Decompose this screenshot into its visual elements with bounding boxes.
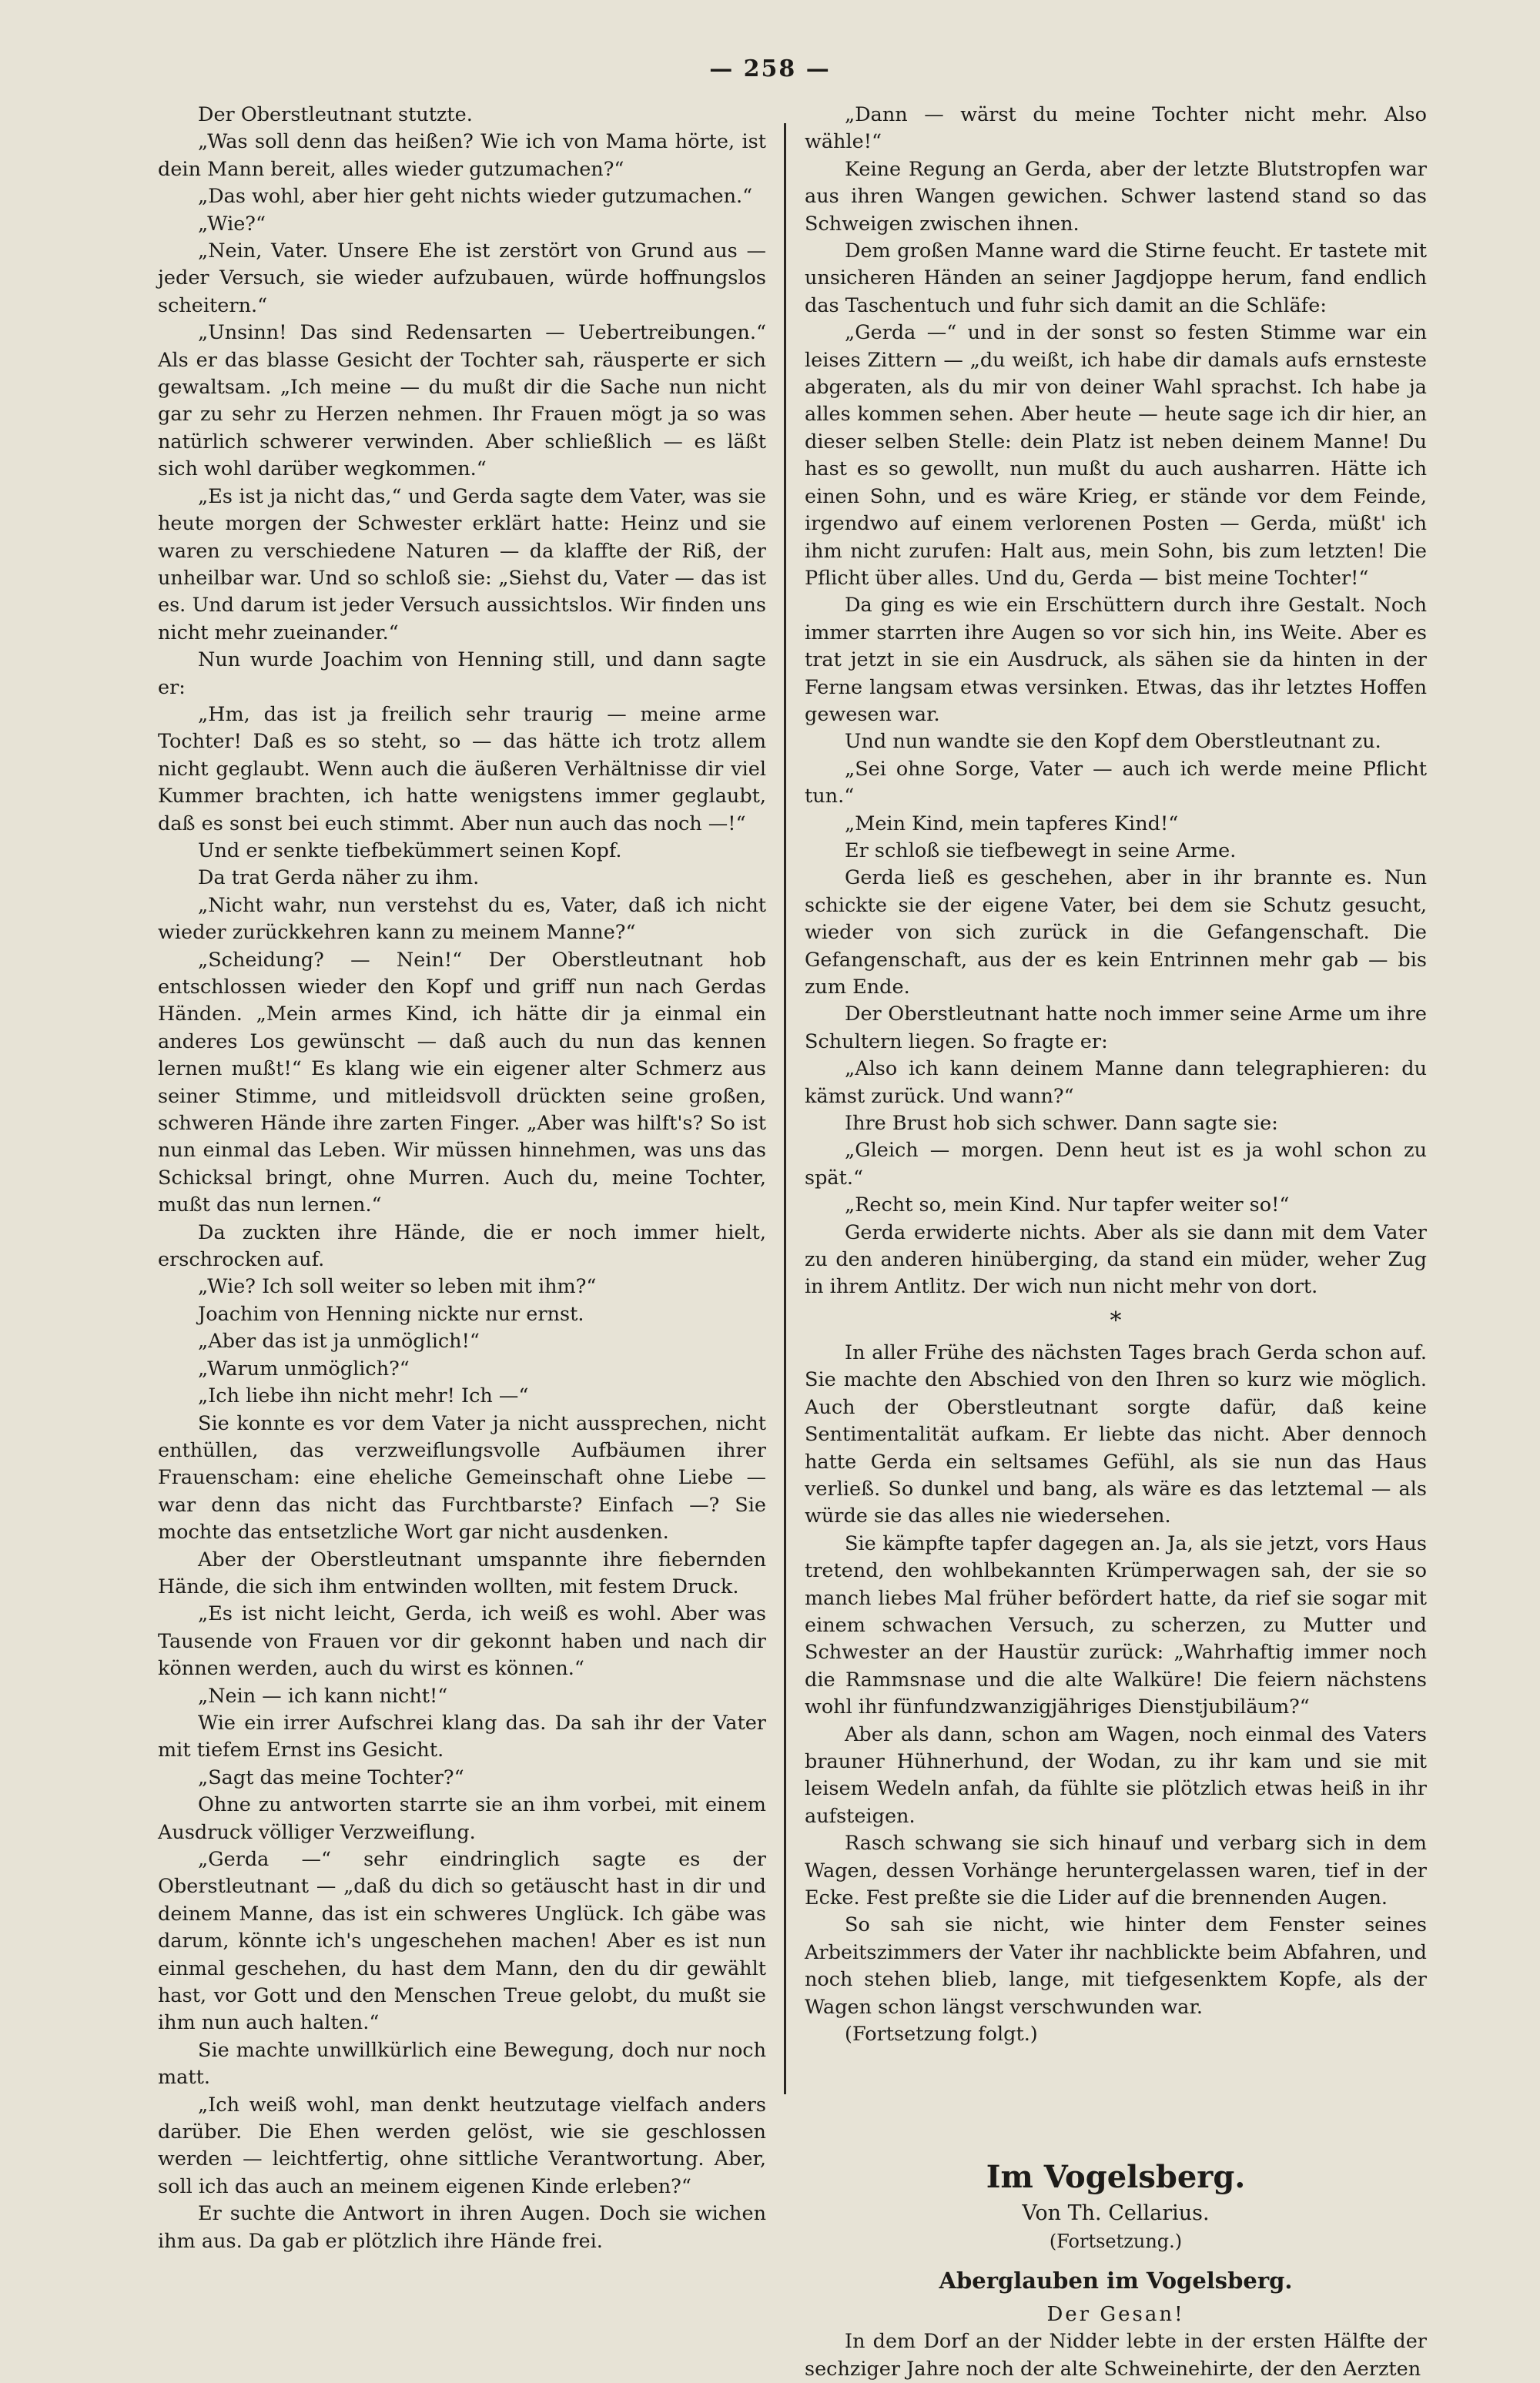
continued-note: (Fortsetzung folgt.) [845,2023,1038,2047]
paragraph: Keine Regung an Gerda, aber der letzte Blutstropfen war aus ihren Wangen gewichen. Schwer lastend stand so das Schweigen zwischen ihnen. [805,157,1427,236]
paragraph: Da trat Gerda näher zu ihm. [198,866,480,890]
paragraph: „Was soll denn das heißen? Wie ich von Mama hörte, ist dein Mann bereit, alles wieder gutzumachen?“ [158,130,766,181]
paragraph: Sie kämpfte tapfer dagegen an. Ja, als sie jetzt, vors Haus tretend, den wohlbekannten Krümperwagen sah, der sie so manch liebes Mal früher befördert hatte, da rief sie sogar mit einem schwachen Versuch, zu scherzen, zu Mutter und Schwester an der Haustür zurück: „Wahrhaftig immer noch die Rammsnase und die alte Walküre! Die feiern nächstens wohl ihr fünfundzwanzigjähriges Dienstjubiläum?“ [805,1531,1427,1719]
paragraph: „Aber das ist ja unmöglich!“ [198,1330,480,1354]
paragraph: „Gerda —“ sehr eindringlich sagte es der Oberstleutnant — „daß du dich so getäuscht hast in dir und deinem Manne, das ist ein schweres Unglück. Ich gäbe was darum, könnte ich's ungeschehen machen! Aber es ist nun einmal geschehen, du hast dem Mann, den du dir gewählt hast, vor Gott und den Menschen Treue gelobt, du mußt sie ihm nun auch halten.“ [158,1848,766,2035]
right-column [805,102,1427,2381]
paragraph: Rasch schwang sie sich hinauf und verbarg sich in dem Wagen, dessen Vorhänge heruntergelassen waren, tief in der Ecke. Fest preßte sie die Lider auf die brennenden Augen. [805,1832,1427,1909]
paragraph: „Mein Kind, mein tapferes Kind!“ [845,812,1179,835]
paragraph: Sie konnte es vor dem Vater ja nicht aussprechen, nicht enthüllen, das verzweiflungsvolle Aufbäumen ihrer Frauenscham: eine eheliche Gemeinschaft ohne Liebe — war denn das nicht das Furchtbarste? Einfach —? Sie mochte das entsetzliche Wort gar nicht ausdenken. [158,1411,766,1545]
section-separator: * [1110,1307,1122,1334]
paragraph: Der Oberstleutnant stutzte. [198,103,473,126]
article-title: Im Vogelsberg. [986,2159,1246,2196]
paragraph: Da ging es wie ein Erschüttern durch ihre Gestalt. Noch immer starrten ihre Augen so vor sich hin, ins Weite. Aber es trat jetzt in sie ein Ausdruck, als sähen sie da hinten in der Ferne langsam etwas versinken. Etwas, das ihr letztes Hoffen gewesen war. [805,594,1427,726]
paragraph: Und nun wandte sie den Kopf dem Oberstleutnant zu. [845,730,1381,754]
article-header [805,2156,1427,2328]
paragraph: „Sagt das meine Tochter?“ [198,1765,464,1789]
paragraph: „Wie?“ [198,212,266,236]
paragraph: Wie ein irrer Aufschrei klang das. Da sah ihr der Vater mit tiefem Ernst ins Gesicht. [158,1711,766,1762]
article-kicker: Der Gesan! [1046,2303,1185,2327]
paragraph: „Hm, das ist ja freilich sehr traurig — meine arme Tochter! Daß es so steht, so — das hätte ich trotz allem nicht geglaubt. Wenn auch die äußeren Verhältnisse dir viel Kummer brachten, ich hatte wenigstens immer geglaubt, daß es sonst bei euch stimmt. Aber nun auch das noch —!“ [158,702,766,835]
paragraph: Joachim von Henning nickte nur ernst. [198,1302,584,1326]
paragraph: Gerda ließ es geschehen, aber in ihr brannte es. Nun schickte sie der eigene Vater, bei dem sie Schutz gesucht, wieder von sich zurück in die Gefangenschaft. Die Gefangenschaft, aus der es kein Entrinnen mehr gab — bis zum Ende. [805,866,1427,999]
paragraph: „Dann — wärst du meine Tochter nicht mehr. Also wähle!“ [805,103,1427,154]
paragraph: „Nein, Vater. Unsere Ehe ist zerstört von Grund aus — jeder Versuch, sie wieder aufzubauen, würde hoffnungslos scheitern.“ [158,239,766,317]
paragraph: Aber als dann, schon am Wagen, noch einmal des Vaters brauner Hühnerhund, der Wodan, zu ihr kam und sie mit leisem Wedeln anfah, da fühlte sie plötzlich etwas heiß in ihr aufsteigen. [805,1722,1427,1828]
paragraph: In aller Frühe des nächsten Tages brach Gerda schon auf. Sie machte den Abschied von den Ihren so kurz wie möglich. Auch der Oberstleutnant sorgte dafür, daß keine Sentimentalität aufkam. Er liebte das nicht. Aber dennoch hatte Gerda ein seltsames Gefühl, als sie nun das Haus verließ. So dunkel und bang, als wäre es das letztemal — als würde sie das alles nie wiedersehen. [805,1340,1427,1528]
column-divider [784,123,786,2094]
paragraph: „Es ist ja nicht das,“ und Gerda sagte dem Vater, was sie heute morgen der Schwester erklärt hatte: Heinz und sie waren zu verschiedene Naturen — da klaffte der Riß, der unheilbar war. Und so schloß sie: „Siehst du, Vater — das ist es. Und darum ist jeder Versuch aussichtslos. Wir finden uns nicht mehr zueinander.“ [158,484,766,644]
paragraph: „Nein — ich kann nicht!“ [198,1684,448,1708]
paragraph: Ihre Brust hob sich schwer. Dann sagte sie: [845,1112,1278,1136]
paragraph: „Scheidung? — Nein!“ Der Oberstleutnant hob entschlossen wieder den Kopf und griff nun nach Gerdas Händen. „Mein armes Kind, ich hätte dir ja einmal ein anderes Los gewünscht — daß auch du nun das kennen lernen mußt!“ Es klang wie ein eigener alter Schmerz aus seiner Stimme, und mitleidsvoll drückten seine großen, schweren Hände ihre zarten Finger. „Aber was hilft's? So ist nun einmal das Leben. Wir müssen hinnehmen, was uns das Schicksal bringt, ohne Murren. Auch du, meine Tochter, mußt das nun lernen.“ [158,948,766,1217]
paragraph: „Unsinn! Das sind Redensarten — Uebertreibungen.“ Als er das blasse Gesicht der Tochter sah, räusperte er sich gewaltsam. „Ich meine — du mußt dir die Sache nun nicht gar zu sehr zu Herzen nehmen. Ihr Frauen mögt ja so was natürlich schwerer verwinden. Aber schließlich — es läßt sich wohl darüber wegkommen.“ [158,321,766,481]
paragraph: Aber der Oberstleutnant umspannte ihre fiebernden Hände, die sich ihm entwinden wollten, mit festem Druck. [158,1548,766,1598]
paragraph: „Warum unmöglich?“ [198,1357,410,1381]
paragraph: „Also ich kann deinem Manne dann telegraphieren: du kämst zurück. Und wann?“ [805,1057,1427,1108]
paragraph: Nun wurde Joachim von Henning still, und dann sagte er: [158,648,766,699]
paragraph: Sie machte unwillkürlich eine Bewegung, doch nur noch matt. [158,2038,766,2090]
paragraph: Dem großen Manne ward die Stirne feucht. Er tastete mit unsicheren Händen an seiner Jagdjoppe herum, fand endlich das Taschentuch und fuhr sich damit an die Schläfe: [805,239,1427,317]
paragraph: „Es ist nicht leicht, Gerda, ich weiß es wohl. Aber was Tausende von Frauen vor dir gekonnt haben und nach dir können werden, auch du wirst es können.“ [158,1602,766,1681]
paragraph: Gerda erwiderte nichts. Aber als sie dann mit dem Vater zu den anderen hinüberging, da stand ein müder, weher Zug in ihrem Antlitz. Der wich nun nicht mehr von dort. [805,1220,1427,1299]
paragraph: „Ich weiß wohl, man denkt heutzutage vielfach anders darüber. Die Ehen werden gelöst, wie sie geschlossen werden — leichtfertig, ohne sittliche Verantwortung. Aber, soll ich das auch an meinem eigenen Kinde erleben?“ [158,2093,766,2198]
article-subtitle: Aberglauben im Vogelsberg. [939,2268,1293,2294]
paragraph: „Gerda —“ und in der sonst so festen Stimme war ein leises Zittern — „du weißt, ich habe dir damals aufs ernsteste abgeraten, als du mir von deiner Wahl sprachst. Ich habe ja alles kommen sehen. Aber heute — heute sage ich dir hier, an dieser selben Stelle: dein Platz ist neben deinem Manne! Du hast es so gewollt, nun mußt du auch ausharren. Hätte ich einen Sohn, und es wäre Krieg, er stände vor dem Feinde, irgendwo auf einem verlorenen Posten — Gerda, müßt' ich ihm nicht zurufen: Halt aus, mein Sohn, bis zum letzten! Die Pflicht über alles. Und du, Gerda — bist meine Tochter!“ [805,321,1427,590]
story-continuation [805,102,1427,1301]
paragraph: Er suchte die Antwort in ihren Augen. Doch sie wichen ihm aus. Da gab er plötzlich ihre Hände frei. [158,2202,766,2253]
paragraph: „Das wohl, aber hier geht nichts wieder gutzumachen.“ [198,185,753,209]
article-note: (Fortsetzung.) [1049,2231,1183,2253]
paragraph: „Sei ohne Sorge, Vater — auch ich werde meine Pflicht tun.“ [805,757,1427,808]
article-author: Von Th. Cellarius. [1022,2201,1210,2226]
left-column [158,102,766,2253]
article-paragraph: In dem Dorf an der Nidder lebte in der ersten Hälfte der sechziger Jahre noch der alte Schweinehirte, der den Aerzten [805,2330,1427,2381]
paragraph: Da zuckten ihre Hände, die er noch immer hielt, erschrocken auf. [158,1220,766,1272]
paragraph: „Gleich — morgen. Denn heut ist es ja wohl schon zu spät.“ [805,1139,1427,1190]
paragraph: Und er senkte tiefbekümmert seinen Kopf. [198,838,622,862]
paragraph: „Ich liebe ihn nicht mehr! Ich —“ [198,1384,529,1408]
page-number: — 258 — [709,55,831,82]
paragraph: Der Oberstleutnant hatte noch immer seine Arme um ihre Schultern liegen. So fragte er: [805,1002,1427,1053]
paragraph: „Wie? Ich soll weiter so leben mit ihm?“ [198,1275,597,1299]
paragraph: „Recht so, mein Kind. Nur tapfer weiter so!“ [845,1193,1290,1217]
paragraph: „Nicht wahr, nun verstehst du es, Vater, daß ich nicht wieder zurückkehren kann zu meinem Manne?“ [158,893,766,945]
paragraph: So sah sie nicht, wie hinter dem Fenster seines Arbeitszimmers der Vater ihr nachblickte beim Abfahren, und noch stehen blieb, lange, mit tiefgesenktem Kopfe, als der Wagen schon längst verschwunden war. [805,1913,1427,2019]
paragraph: Er schloß sie tiefbewegt in seine Arme. [845,838,1237,862]
paragraph: Ohne zu antworten starrte sie an ihm vorbei, mit einem Ausdruck völliger Verzweiflung. [158,1793,766,1844]
story-ending [805,1340,1427,2021]
